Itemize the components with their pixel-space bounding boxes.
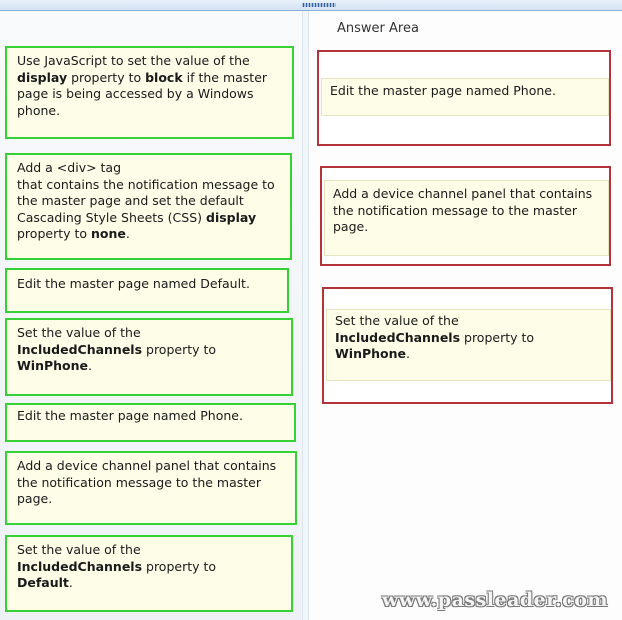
option-card-edit-default-master[interactable] — [5, 268, 289, 313]
card-text: Add a device channel panel that contains the notification message to the master page. — [333, 186, 593, 234]
card-text: property to — [17, 226, 92, 241]
title-bar — [0, 0, 622, 11]
card-text: property to — [460, 329, 535, 345]
option-card-js-display-block[interactable] — [5, 46, 294, 139]
card-text: Set the value of the — [335, 313, 459, 328]
card-text: property to — [67, 69, 146, 85]
answer-card-device-channel-panel[interactable] — [324, 180, 609, 256]
card-text-bold: WinPhone — [335, 346, 406, 361]
resize-grip-icon[interactable] — [302, 3, 336, 7]
card-text-bold: Default — [17, 575, 69, 590]
option-card-includedchannels-default[interactable] — [5, 535, 293, 612]
answer-card-edit-phone-master[interactable] — [321, 78, 609, 116]
card-text-bold: WinPhone — [17, 358, 88, 373]
answer-card-includedchannels-winphone[interactable] — [326, 309, 611, 381]
option-card-device-channel-panel[interactable] — [5, 451, 297, 525]
answer-slot-1[interactable] — [317, 50, 611, 146]
card-text-bold: IncludedChannels — [335, 329, 461, 345]
card-text: . — [406, 346, 410, 361]
card-text: Edit the master page named Phone. — [330, 83, 556, 98]
card-text: Edit the master page named Phone. — [17, 408, 243, 423]
card-text: property to — [142, 341, 217, 357]
card-text-bold: IncludedChannels — [17, 341, 143, 357]
card-text: Add a device channel panel that contains the notification message to the master page. — [17, 458, 277, 506]
card-text-bold: none — [91, 226, 126, 241]
card-text: Set the value of the — [17, 542, 141, 557]
card-text-bold: display — [206, 209, 257, 225]
card-text: Use JavaScript to set the value of the — [17, 53, 250, 68]
column-divider[interactable] — [302, 11, 309, 620]
card-text: . — [88, 358, 92, 373]
card-text: Set the value of the — [17, 325, 141, 340]
answer-slot-2[interactable] — [320, 166, 611, 266]
card-text: property to — [142, 558, 217, 574]
answer-slot-3[interactable] — [322, 287, 613, 404]
card-text-bold: block — [145, 69, 183, 85]
card-text-bold: IncludedChannels — [17, 558, 143, 574]
watermark: www.passleader.com — [382, 589, 608, 611]
card-text-bold: display — [17, 69, 68, 85]
option-card-includedchannels-winphone[interactable] — [5, 318, 293, 396]
card-text: . — [125, 226, 130, 241]
card-text: Add a <div> tag — [17, 160, 122, 175]
answer-area-title: Answer Area — [337, 21, 419, 36]
option-card-add-div-tag[interactable] — [5, 153, 292, 260]
option-card-edit-phone-master[interactable] — [5, 403, 296, 442]
card-text: if the master page is being accessed by a Windows phone. — [17, 69, 268, 118]
card-text: that contains the notification message to the master page and set the default Cascading Style Sheets (CSS) — [17, 176, 275, 225]
card-text: . — [68, 575, 73, 590]
card-text: Edit the master page named Default. — [17, 276, 250, 291]
